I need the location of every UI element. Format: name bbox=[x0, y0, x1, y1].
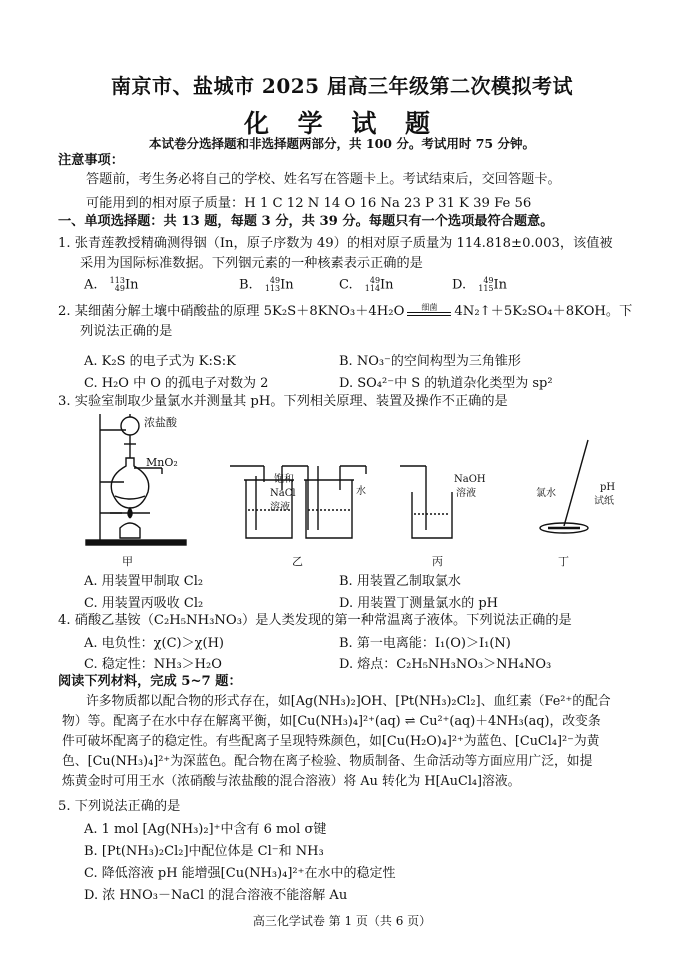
apparatus-b-label: 乙 bbox=[292, 555, 303, 568]
exam-title: 南京市、盐城市 2025 届高三年级第二次模拟考试 bbox=[110, 74, 574, 98]
q3-option-c[interactable]: C. 用装置丙吸收 Cl₂ bbox=[84, 596, 204, 611]
q5-option-a[interactable]: A. 1 mol [Ag(NH₃)₂]⁺中含有 6 mol σ键 bbox=[84, 822, 327, 837]
q1-option-c[interactable]: C. 49 114 In bbox=[339, 276, 394, 293]
q2-option-b[interactable]: B. NO₃⁻的空间构型为三角锥形 bbox=[339, 354, 521, 369]
reading-p2: 物）等。配离子在水中存在解离平衡，如[Cu(NH₃)₄]²⁺(aq) ⇌ Cu²⁺(aq)＋4NH₃(aq)，改变条 bbox=[62, 714, 601, 729]
apparatus-a-label: 甲 bbox=[122, 555, 133, 568]
q2-option-c[interactable]: C. H₂O 中 O 的孤电子对数为 2 bbox=[84, 376, 269, 391]
reaction-condition: 细菌 bbox=[421, 303, 438, 312]
q4-option-c[interactable]: C. 稳定性：NH₃＞H₂O bbox=[84, 657, 222, 672]
apparatus-b-sol3: 溶液 bbox=[270, 502, 290, 513]
apparatus-c-naoh1: NaOH bbox=[454, 474, 486, 485]
notes-heading: 注意事项： bbox=[58, 153, 124, 168]
q1-line1: 1. 张青莲教授精确测得铟（In，原子序数为 49）的相对原子质量为 114.818±0.003，该值被 bbox=[58, 236, 613, 251]
reading-p5: 炼黄金时可用王水（浓硝酸与浓盐酸的混合溶液）将 Au 转化为 H[AuCl₄]溶液。 bbox=[62, 774, 521, 789]
q3-option-b[interactable]: B. 用装置乙制取氯水 bbox=[339, 574, 461, 589]
notes-line1: 答题前，考生务必将自己的学校、姓名写在答题卡上。考试结束后，交回答题卡。 bbox=[86, 172, 561, 187]
q1-option-b[interactable]: B. 49 113 In bbox=[239, 276, 294, 293]
q1-option-a[interactable]: A. 113 49 In bbox=[84, 276, 139, 293]
apparatus-figure bbox=[60, 410, 640, 570]
q4-option-b[interactable]: B. 第一电离能：I₁(O)＞I₁(N) bbox=[339, 636, 511, 651]
apparatus-d-chlorine: 氯水 bbox=[536, 488, 556, 499]
section1-heading: 一、单项选择题：共 13 题，每题 3 分，共 39 分。每题只有一个选项最符合题意。 bbox=[58, 214, 554, 229]
q1-option-d[interactable]: D. 49 115 In bbox=[452, 276, 508, 293]
q5-line1: 5. 下列说法正确的是 bbox=[58, 799, 181, 814]
q5-option-c[interactable]: C. 降低溶液 pH 能增强[Cu(NH₃)₄]²⁺在水中的稳定性 bbox=[84, 866, 396, 881]
q2-line1: 2. 某细菌分解土壤中硝酸盐的原理 5K₂S＋8KNO₃＋4H₂O 细菌 4N₂↑＋5K₂SO₄＋8KOH。下 bbox=[58, 303, 632, 321]
q3-option-d[interactable]: D. 用装置丁测量氯水的 pH bbox=[339, 596, 499, 611]
apparatus-a-acid: 浓盐酸 bbox=[144, 416, 177, 429]
exam-info: 本试卷分选择题和非选择题两部分，共 100 分。考试用时 75 分钟。 bbox=[149, 136, 535, 151]
q4-line1: 4. 硝酸乙基铵（C₂H₅NH₃NO₃）是人类发现的第一种常温离子液体。下列说法正确的是 bbox=[58, 613, 572, 628]
q2-line2: 列说法正确的是 bbox=[80, 324, 173, 339]
q2-option-a[interactable]: A. K₂S 的电子式为 K:S:K bbox=[84, 354, 236, 369]
q3-line1: 3. 实验室制取少量氯水并测量其 pH。下列相关原理、装置及操作不正确的是 bbox=[58, 394, 508, 409]
apparatus-d-ph1: pH bbox=[600, 482, 616, 493]
apparatus-c-naoh2: 溶液 bbox=[456, 488, 476, 499]
subject-title: 化 学 试 题 bbox=[243, 109, 441, 138]
q5-option-d[interactable]: D. 浓 HNO₃－NaCl 的混合溶液不能溶解 Au bbox=[84, 888, 348, 903]
q4-option-d[interactable]: D. 熔点：C₂H₅NH₃NO₃＞NH₄NO₃ bbox=[339, 657, 552, 672]
apparatus-d-label: 丁 bbox=[558, 555, 569, 568]
apparatus-b bbox=[230, 466, 366, 538]
apparatus-a bbox=[86, 414, 186, 545]
reading-p3: 件可破坏配离子的稳定性。有些配离子呈现特殊颜色，如[Cu(H₂O)₄]²⁺为蓝色、[CuCl₄]²⁻为黄 bbox=[62, 734, 600, 749]
apparatus-d bbox=[540, 440, 588, 533]
apparatus-b-water: 水 bbox=[356, 486, 366, 497]
apparatus-c-label: 丙 bbox=[432, 555, 443, 568]
reading-p1: 许多物质都以配合物的形式存在，如[Ag(NH₃)₂]OH、[Pt(NH₃)₂Cl₂]、血红素（Fe²⁺的配合 bbox=[86, 694, 611, 709]
apparatus-c bbox=[400, 466, 452, 538]
apparatus-b-sol2: NaCl bbox=[270, 488, 296, 499]
reading-heading: 阅读下列材料，完成 5~7 题： bbox=[58, 674, 242, 689]
apparatus-b-sol1: 饱和 bbox=[274, 474, 294, 485]
apparatus-d-ph2: 试纸 bbox=[594, 496, 614, 507]
q1-line2: 采用为国际标准数据。下列铟元素的一种核素表示正确的是 bbox=[80, 256, 423, 271]
apparatus-a-solid: MnO₂ bbox=[146, 456, 178, 469]
q4-option-a[interactable]: A. 电负性：χ(C)＞χ(H) bbox=[84, 636, 224, 651]
q1-options bbox=[84, 273, 644, 297]
atomic-masses: 可能用到的相对原子质量：H 1 C 12 N 14 O 16 Na 23 P 31 K 39 Fe 56 bbox=[86, 196, 532, 211]
page-footer: 高三化学试卷 第 1 页（共 6 页） bbox=[252, 914, 432, 928]
reading-p4: 色、[Cu(NH₃)₄]²⁺为深蓝色。配合物在离子检验、物质制备、生命活动等方面应用广泛，如提 bbox=[62, 754, 593, 769]
q3-option-a[interactable]: A. 用装置甲制取 Cl₂ bbox=[84, 574, 204, 589]
q2-option-d[interactable]: D. SO₄²⁻中 S 的轨道杂化类型为 sp² bbox=[339, 376, 553, 391]
q5-option-b[interactable]: B. [Pt(NH₃)₂Cl₂]中配位体是 Cl⁻和 NH₃ bbox=[84, 844, 324, 859]
